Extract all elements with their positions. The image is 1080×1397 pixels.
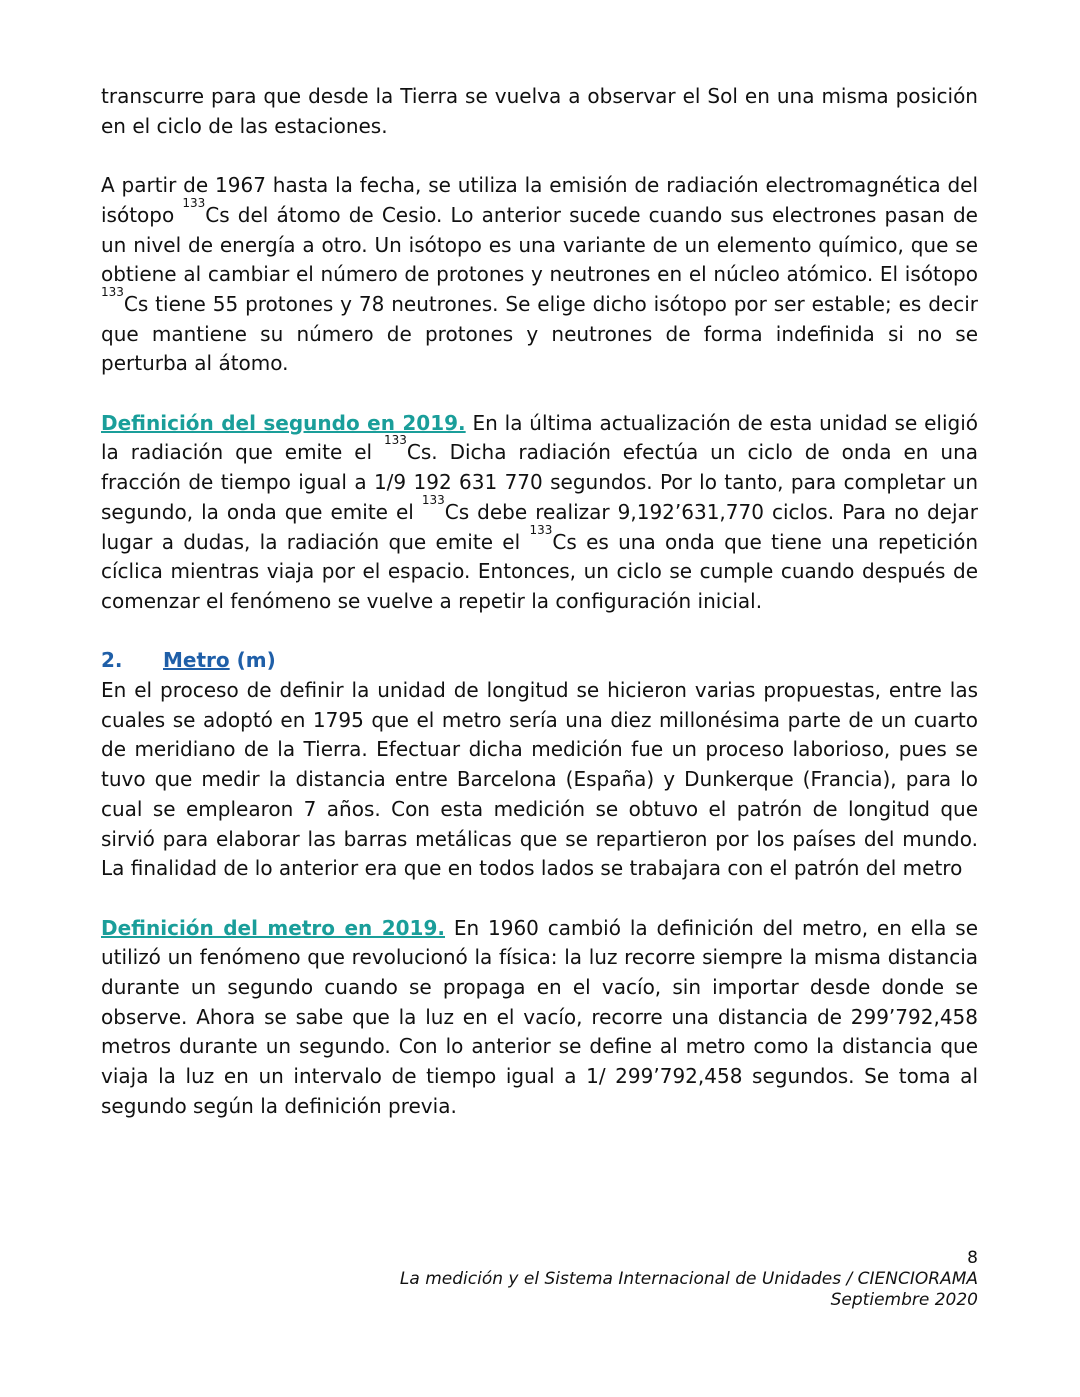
footer-title: La medición y el Sistema Internacional de Unidades / CIENCIORAMA <box>399 1269 978 1289</box>
page-footer <box>400 1248 978 1311</box>
superscript: 133 <box>384 433 407 448</box>
section-metro <box>101 646 978 1121</box>
text: Cs. Dicha radiación efectúa un ciclo de onda en una fracción de tiempo igual a 1/9 192 631 770 segundos. Por lo tanto, para completar un segundo, la onda que emite el <box>101 440 979 524</box>
subheading-metro-2019: Definición del metro en 2019. <box>101 915 445 940</box>
section-number: 2. <box>101 648 123 673</box>
text: A partir de 1967 hasta la fecha, se utiliza la emisión de radiación electromagnética del isótopo <box>101 173 978 227</box>
text: Cs es una onda que tiene una repetición cíclica mientras viaja por el espacio. Entonces, un ciclo se cumple cuando después de comenzar el fenómeno se vuelve a repetir la configuración inicial. <box>101 529 979 613</box>
text: En el proceso de definir la unidad de longitud se hicieron varias propuestas, entre las cuales se adoptó en 1795 que el metro sería una diez millonésima parte de un cuarto de meridiano de la Tierra. Efectuar dicha medición fue un proceso laborioso, pues se tuvo que medir la distancia entre Barcelona (España) y Dunkerque (Francia), para lo cual se emplearon 7 años. Con esta medición se obtuvo el patrón de longitud que sirvió para elaborar las barras metálicas que se repartieron por los países del mundo. La finalidad de lo anterior era que en todos lados se trabajara con el patrón del metro <box>101 678 978 881</box>
superscript: 133 <box>182 195 206 210</box>
text: Cs del átomo de Cesio. Lo anterior sucede cuando sus electrones pasan de un nivel de energía a otro. Un isótopo es una variante de un elemento químico, que se obtiene al cambiar el número de protones y neutrones en el núcleo atómico. El isótopo <box>101 202 978 287</box>
text: Cs debe realizar 9,192’631,770 ciclos. Para no dejar lugar a dudas, la radiación que emite el <box>101 499 978 554</box>
document-body <box>101 82 978 1151</box>
section-symbol: (m) <box>229 648 276 673</box>
paragraph-metro-history <box>101 676 978 884</box>
footer-date: Septiembre 2020 <box>830 1290 978 1310</box>
section-title: Metro <box>163 648 230 673</box>
page-number: 8 <box>967 1248 978 1268</box>
text: transcurre para que desde la Tierra se vuelva a observar el Sol en una misma posición en el ciclo de las estaciones. <box>101 84 978 138</box>
superscript: 133 <box>421 492 445 507</box>
subheading-second-2019: Definición del segundo en 2019. <box>101 410 466 435</box>
superscript: 133 <box>101 284 124 299</box>
section-heading <box>101 646 978 676</box>
superscript: 133 <box>529 522 553 537</box>
paragraph-year-definition <box>101 82 978 141</box>
paragraph-cesium <box>101 171 978 379</box>
text: Cs tiene 55 protones y 78 neutrones. Se elige dicho isótopo por ser estable; es decir que mantiene su número de protones y neutrones de forma indefinida si no se perturba al átomo. <box>101 291 978 376</box>
text: En 1960 cambió la definición del metro, en ella se utilizó un fenómeno que revolucionó la física: la luz recorre siempre la misma distancia durante un segundo cuando se propaga en el vacío, sin importar desde donde se observe. Ahora se sabe que la luz en el vacío, recorre una distancia de 299’792,458 metros durante un segundo. Con lo anterior se define al metro como la distancia que viaja la luz en un intervalo de tiempo igual a 1/ 299’792,458 segundos. Se toma al segundo según la definición previa. <box>101 915 978 1118</box>
paragraph-second-2019 <box>101 409 978 617</box>
paragraph-metro-2019 <box>101 914 978 1122</box>
text: En la última actualización de esta unidad se eligió la radiación que emite el <box>101 410 979 465</box>
